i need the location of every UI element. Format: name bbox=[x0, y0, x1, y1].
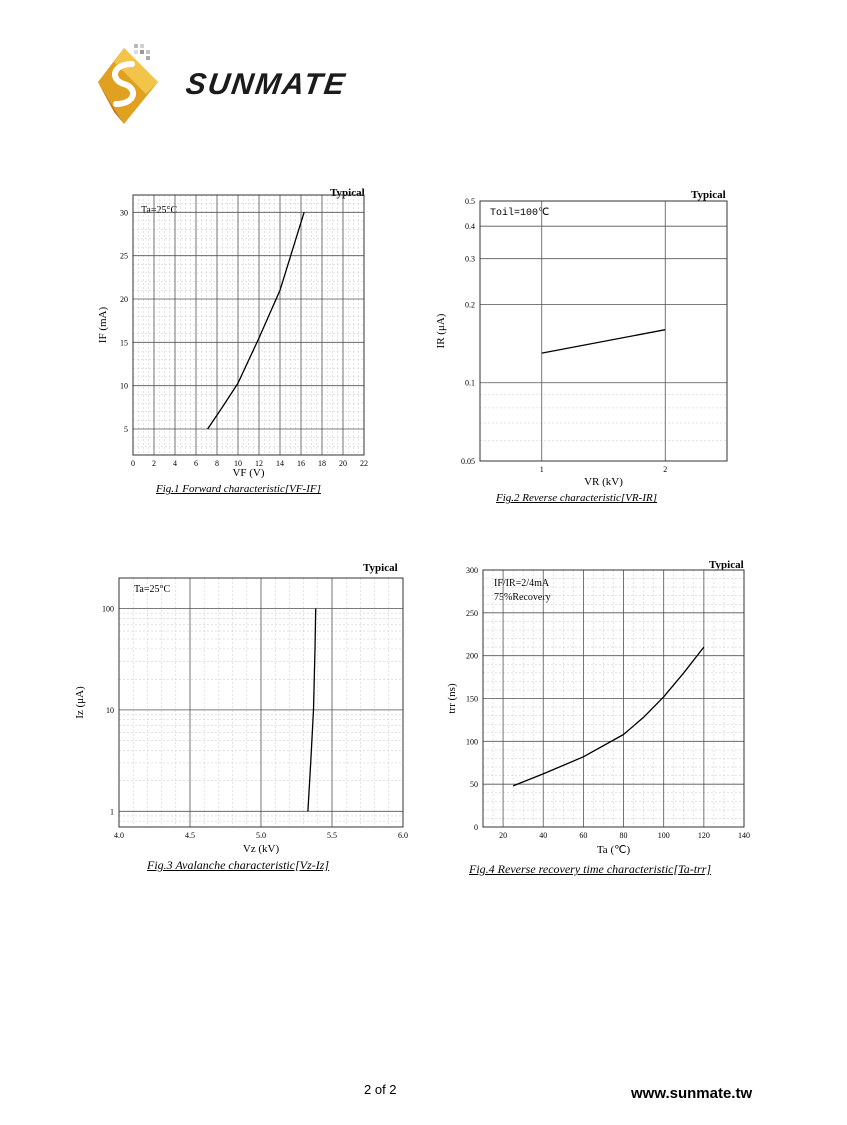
chart-annotation: Ta=25°C bbox=[134, 584, 171, 595]
x-tick-label: 60 bbox=[579, 831, 588, 840]
x-axis-label: Vz (kV) bbox=[242, 843, 280, 855]
y-axis-label: trr (ns) bbox=[446, 683, 458, 714]
x-tick-label: 80 bbox=[619, 831, 628, 840]
figure-caption: Fig.3 Avalanche characteristic[Vz-Iz] bbox=[147, 858, 330, 872]
y-tick-label: 0.3 bbox=[465, 254, 475, 264]
y-tick-label: 15 bbox=[120, 338, 128, 348]
x-tick-label: 2 bbox=[152, 459, 156, 468]
x-tick-label: 20 bbox=[499, 831, 508, 840]
x-tick-label: 4.5 bbox=[185, 831, 195, 840]
x-tick-label: 16 bbox=[297, 459, 305, 468]
typical-label: Typical bbox=[363, 562, 398, 574]
y-axis-label: Iz (μA) bbox=[74, 686, 86, 719]
brand-name: SUNMATE bbox=[183, 68, 349, 101]
x-tick-label: 10 bbox=[234, 459, 242, 468]
typical-label: Typical bbox=[330, 187, 365, 199]
y-axis-label: IF (mA) bbox=[97, 306, 109, 344]
x-tick-label: 18 bbox=[318, 459, 326, 468]
y-tick-label: 0.4 bbox=[465, 222, 475, 232]
y-axis-label: IR (μA) bbox=[435, 313, 447, 349]
chart-annotation: Ta=25°C bbox=[141, 205, 178, 216]
y-tick-label: 0 bbox=[474, 823, 478, 832]
x-tick-label: 2 bbox=[663, 465, 668, 474]
y-tick-label: 300 bbox=[466, 566, 478, 575]
y-tick-label: 30 bbox=[120, 208, 128, 218]
x-tick-label: 40 bbox=[539, 831, 548, 840]
x-tick-label: 120 bbox=[697, 831, 710, 840]
y-tick-label: 20 bbox=[120, 295, 128, 304]
chart-annotation: IF/IR=2/4mA bbox=[494, 578, 550, 589]
chart-annotation: Toil=100℃ bbox=[490, 208, 550, 219]
figure-caption: Fig.4 Reverse recovery time characteristic[Ta-trr] bbox=[469, 862, 712, 876]
x-tick-label: 12 bbox=[255, 459, 263, 468]
footer-url: www.sunmate.tw bbox=[631, 1085, 753, 1102]
typical-label: Typical bbox=[691, 189, 726, 201]
y-tick-label: 10 bbox=[120, 381, 128, 391]
y-tick-label: 150 bbox=[466, 694, 478, 704]
x-tick-label: 100 bbox=[657, 831, 670, 840]
x-tick-label: 140 bbox=[738, 831, 750, 840]
figure-caption: Fig.2 Reverse characteristic[VR-IR] bbox=[496, 492, 657, 504]
chart-annotation-2: 75%Recovery bbox=[494, 592, 551, 603]
y-tick-label: 1 bbox=[110, 807, 114, 817]
x-axis-label: Ta (℃) bbox=[596, 844, 631, 856]
y-tick-label: 0.1 bbox=[465, 378, 475, 388]
y-tick-label: 100 bbox=[102, 604, 114, 614]
x-tick-label: 14 bbox=[276, 459, 284, 468]
x-axis-label: VF (V) bbox=[232, 467, 265, 479]
x-tick-label: 4.0 bbox=[114, 831, 124, 840]
x-tick-label: 0 bbox=[131, 459, 135, 468]
x-tick-label: 4 bbox=[173, 459, 177, 468]
y-tick-label: 5 bbox=[124, 425, 128, 434]
x-tick-label: 8 bbox=[215, 459, 219, 468]
figure-caption: Fig.1 Forward characteristic[VF-IF] bbox=[156, 483, 321, 495]
y-tick-label: 25 bbox=[120, 251, 128, 261]
x-tick-label: 20 bbox=[339, 459, 347, 468]
x-axis-label: VR (kV) bbox=[584, 476, 623, 488]
x-tick-label: 5.0 bbox=[256, 831, 266, 840]
y-tick-label: 50 bbox=[470, 780, 478, 790]
series-line bbox=[513, 647, 704, 786]
x-tick-label: 5.5 bbox=[327, 831, 337, 840]
x-tick-label: 1 bbox=[539, 465, 544, 474]
y-tick-label: 250 bbox=[466, 608, 478, 618]
x-tick-label: 22 bbox=[360, 459, 368, 468]
y-tick-label: 0.05 bbox=[461, 457, 475, 466]
page-number: 2 of 2 bbox=[364, 1082, 397, 1097]
y-tick-label: 200 bbox=[466, 651, 478, 661]
y-tick-label: 10 bbox=[106, 705, 114, 715]
y-tick-label: 0.5 bbox=[465, 197, 475, 206]
typical-label: Typical bbox=[709, 559, 744, 571]
x-tick-label: 6.0 bbox=[398, 831, 408, 840]
y-tick-label: 100 bbox=[466, 737, 478, 747]
y-tick-label: 0.2 bbox=[465, 300, 475, 310]
x-tick-label: 6 bbox=[194, 459, 198, 468]
